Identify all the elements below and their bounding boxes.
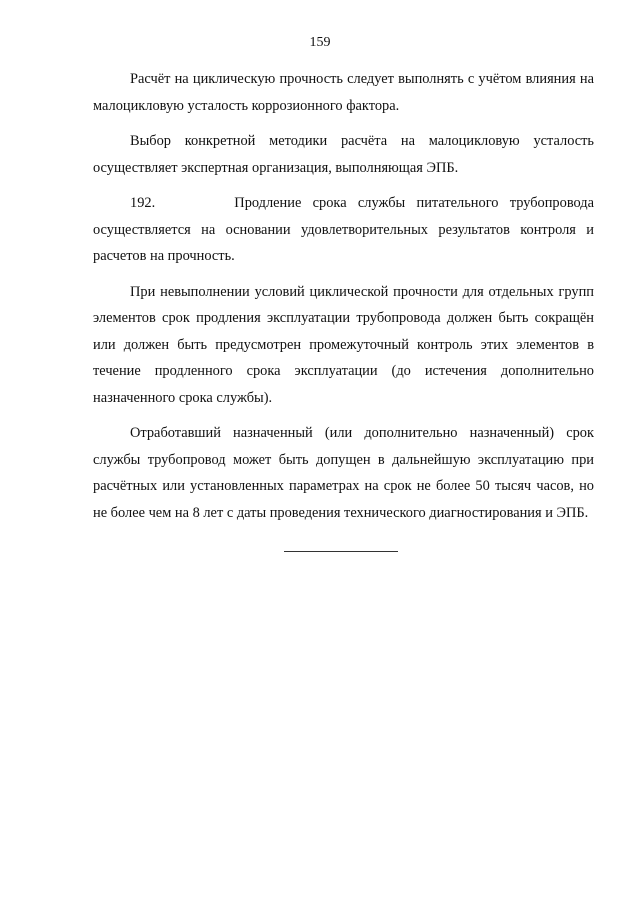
paragraph-item-192 <box>93 190 594 270</box>
item-192-text: Продление срока службы питательного трубопровода осуществляется на основании удовлетворительных результатов контроля и расчетов на прочность. <box>93 195 595 264</box>
end-rule <box>284 551 398 552</box>
paragraph-extended-service: Отработавший назначенный (или дополнительно назначенный) срок службы трубопровод может быть допущен в дальнейшую эксплуатацию при расчётных или установленных параметрах на срок не более 50 тысяч часов, но не более чем на 8 лет с даты проведения технического диагностирования и ЭПБ. <box>93 425 594 521</box>
paragraph-cyclic-strength: Расчёт на циклическую прочность следует выполнять с учётом влияния на малоцикловую усталость коррозионного фактора. <box>93 71 594 114</box>
document-body <box>93 66 594 535</box>
paragraph-method-choice: Выбор конкретной методики расчёта на малоцикловую усталость осуществляет экспертная организация, выполняющая ЭПБ. <box>93 133 594 176</box>
page-number: 159 <box>309 35 331 50</box>
item-number: 192. <box>130 195 156 211</box>
paragraph-noncompliance: При невыполнении условий циклической прочности для отдельных групп элементов срок продления эксплуатации трубопровода должен быть сокращён или должен быть предусмотрен промежуточный контроль этих элементов в течение продленного срока эксплуатации (до истечения дополнительно назначенного срока службы). <box>93 283 594 406</box>
